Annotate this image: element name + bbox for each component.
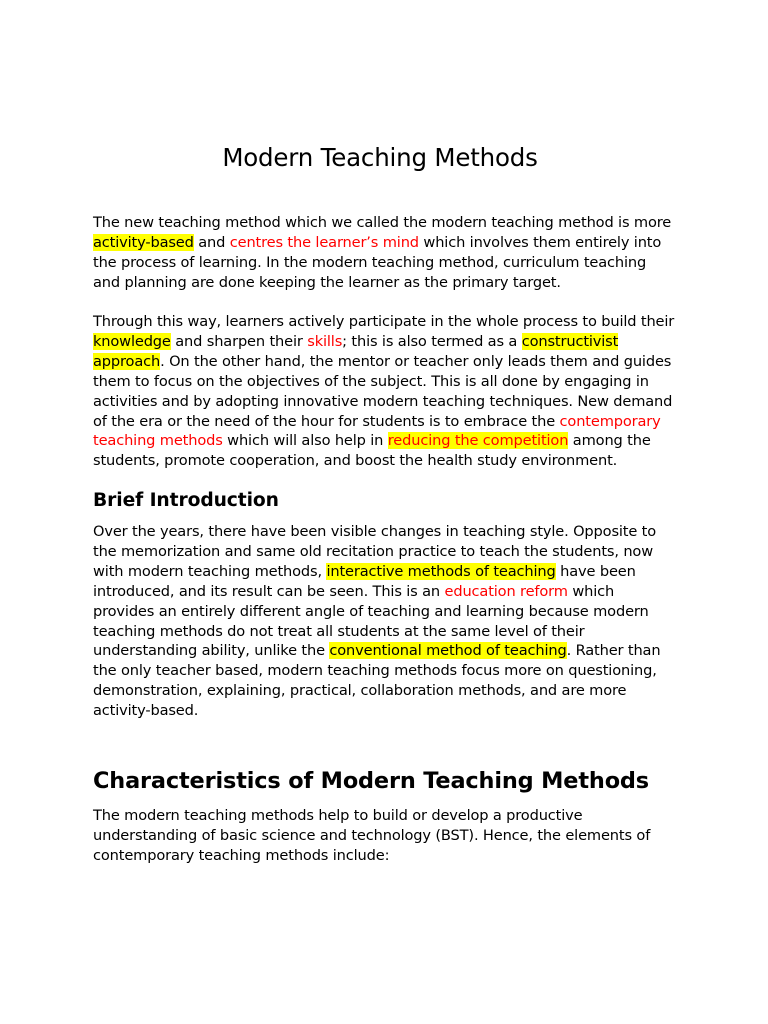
text-line: the memorization and same old recitation practice to teach the students, now	[93, 542, 654, 560]
text-line	[93, 412, 683, 432]
text-line: Over the years, there have been visible changes in teaching style. Opposite to	[93, 523, 657, 540]
red-text: skills	[307, 332, 343, 350]
text-line	[93, 562, 683, 582]
text-line: teaching methods do not treat all students at the same level of their	[93, 622, 585, 640]
text-line: contemporary teaching methods include:	[93, 846, 390, 864]
text-line: them to focus on the objectives of the subject. This is all done by engaging in	[93, 372, 649, 390]
text-line: activity-based.	[93, 702, 199, 720]
red-text: education reform	[444, 582, 568, 600]
red-text: teaching methods	[93, 432, 223, 450]
text-run: among the	[568, 432, 651, 450]
text-run: . On the other hand, the mentor or teacher only leads them and guides	[160, 352, 672, 370]
text-line: The new teaching method which we called the modern teaching method is more	[93, 214, 672, 231]
text-line: provides an entirely different angle of teaching and learning because modern	[93, 602, 649, 620]
text-run: with modern teaching methods,	[93, 562, 327, 580]
red-text: centres the learner’s mind	[229, 233, 419, 251]
text-run: understanding ability, unlike the	[93, 642, 330, 660]
text-run: have been	[555, 562, 636, 580]
text-line	[93, 582, 683, 602]
text-line	[93, 641, 683, 661]
text-line: the only teacher based, modern teaching methods focus more on questioning,	[93, 662, 657, 680]
highlighted-red-text: reducing the competition	[387, 432, 569, 450]
text-line: and planning are done keeping the learner as the primary target.	[93, 273, 561, 291]
text-run: which	[567, 582, 615, 600]
text-run: . Rather than	[566, 642, 661, 660]
highlighted-text: knowledge	[93, 332, 171, 350]
characteristics-paragraph	[93, 806, 683, 866]
page-title: Modern Teaching Methods	[222, 143, 538, 172]
text-line: The modern teaching methods help to build or develop a productive	[93, 807, 583, 824]
brief-introduction-paragraph	[93, 522, 683, 721]
highlighted-text: constructivist	[521, 332, 619, 350]
highlighted-text: approach	[93, 352, 161, 370]
text-line	[93, 332, 683, 352]
text-run: and sharpen their	[170, 332, 308, 350]
text-line: the process of learning. In the modern teaching method, curriculum teaching	[93, 253, 647, 271]
text-run: which will also help in	[222, 432, 388, 450]
text-run: introduced, and its result can be seen. This is an	[93, 582, 445, 600]
text-line	[93, 233, 683, 253]
red-text: contemporary	[559, 412, 661, 430]
text-run: which involves them entirely into	[418, 233, 662, 251]
text-line: activities and by adopting innovative modern teaching techniques. New demand	[93, 392, 673, 410]
highlighted-text: conventional method of teaching	[329, 642, 567, 660]
text-line: Through this way, learners actively participate in the whole process to build their	[93, 313, 675, 330]
text-line	[93, 352, 683, 372]
text-line: students, promote cooperation, and boost the health study environment.	[93, 452, 618, 470]
text-run: and	[193, 233, 230, 251]
text-line: understanding of basic science and technology (BST). Hence, the elements of	[93, 826, 651, 844]
section-heading-characteristics: Characteristics of Modern Teaching Methods	[93, 768, 649, 794]
learners-paragraph	[93, 312, 683, 471]
intro-paragraph	[93, 213, 683, 293]
text-line: demonstration, explaining, practical, collaboration methods, and are more	[93, 682, 627, 700]
highlighted-text: activity-based	[93, 233, 194, 251]
section-heading-brief-introduction: Brief Introduction	[93, 490, 279, 511]
highlighted-text: interactive methods of teaching	[326, 562, 556, 580]
text-run: ; this is also termed as a	[342, 332, 522, 350]
text-run: of the era or the need of the hour for students is to embrace the	[93, 412, 560, 430]
text-line	[93, 431, 683, 451]
